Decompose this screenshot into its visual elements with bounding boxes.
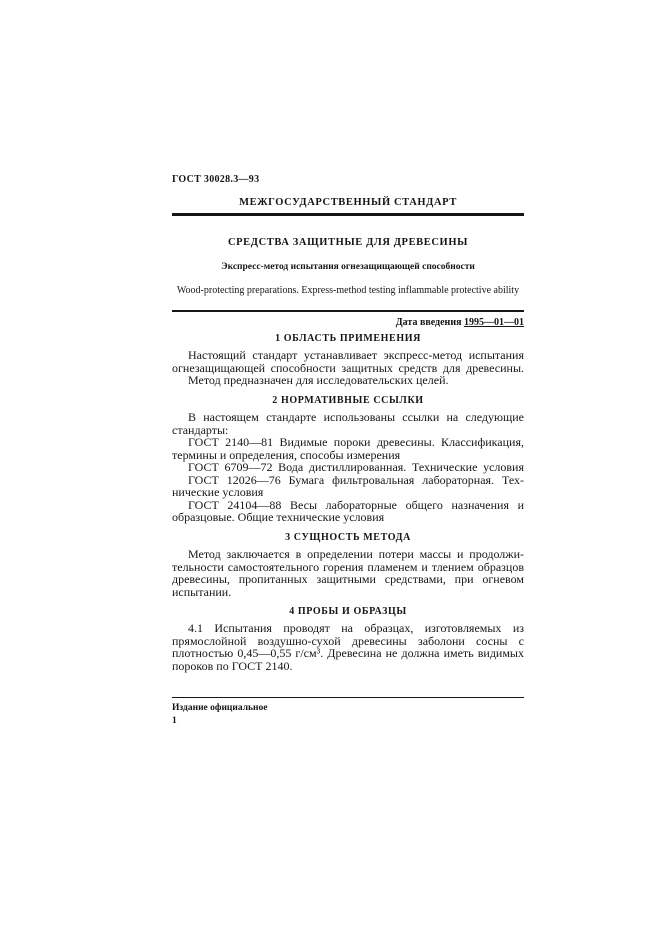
section-heading-method: 3 СУЩНОСТЬ МЕТОДА	[285, 532, 411, 543]
interstate-standard-label: МЕЖГОСУДАРСТВЕННЫЙ СТАНДАРТ	[239, 197, 457, 208]
text-line: ГОСТ 6709—72 Вода дистиллированная. Технические условия	[188, 460, 524, 474]
section-heading-scope: 1 ОБЛАСТЬ ПРИМЕНЕНИЯ	[275, 333, 421, 344]
document-code: ГОСТ 30028.3—93	[172, 174, 260, 185]
text-line: образцовые. Общие технические условия	[172, 510, 385, 524]
text-line: Настоящий стандарт устанавливает экспресс-метод испытания	[188, 348, 524, 362]
introduction-date	[396, 317, 524, 328]
text-line: ГОСТ 12026—76 Бумага фильтровальная лабораторная. Тех-	[188, 472, 524, 487]
text-line: испытании.	[172, 584, 232, 599]
edition-label: Издание официальное	[172, 703, 268, 713]
text-line: Метод предназначен для исследовательских целей.	[188, 373, 449, 387]
header-rule	[172, 213, 524, 216]
introduction-date-value: 1995—01—01	[464, 317, 524, 328]
section-body-samples	[172, 622, 524, 672]
section-body-scope	[172, 349, 524, 387]
text-line: термины и определения, способы измерения	[172, 447, 401, 462]
section-heading-samples: 4 ПРОБЫ И ОБРАЗЦЫ	[289, 606, 407, 617]
text-line: огнезащищающей способности защитных средств для древесины.	[172, 360, 524, 375]
text-line: ГОСТ 24104—88 Весы лабораторные общего назначения и	[188, 497, 524, 512]
introduction-date-label: Дата введения	[395, 317, 462, 328]
text-line: нические условия	[172, 485, 264, 499]
section-body-references	[172, 411, 524, 524]
text-line: тельности самостоятельного горения пламенем и тлением образцов	[172, 559, 524, 574]
text-line: древесины, пропитанных защитными средствами, при огневом	[172, 572, 524, 586]
text-line: пороков по ГОСТ 2140.	[172, 658, 293, 673]
section-body-method	[172, 548, 524, 598]
text-line: плотностью 0,45—0,55 г/см³. Древесина не должна иметь видимых	[172, 646, 524, 660]
text-line: стандарты:	[172, 422, 229, 437]
section-heading-references: 2 НОРМАТИВНЫЕ ССЫЛКИ	[272, 395, 424, 406]
page-number: 1	[172, 716, 177, 726]
document-subtitle: Экспресс-метод испытания огнезащищающей способности	[221, 262, 475, 272]
footer-rule	[172, 697, 524, 698]
text-line: прямослойной воздушно-сухой древесины заболони сосны с	[172, 633, 524, 648]
document-title-english: Wood-protecting preparations. Express-method testing inflammable protective ability	[176, 285, 520, 296]
text-line: В настоящем стандарте использованы ссылки на следующие	[188, 410, 524, 424]
text-line: Метод заключается в определении потери массы и продолжи-	[188, 547, 524, 561]
title-rule	[172, 310, 524, 312]
document-title: СРЕДСТВА ЗАЩИТНЫЕ ДЛЯ ДРЕВЕСИНЫ	[227, 237, 469, 248]
text-line: ГОСТ 2140—81 Видимые пороки древесины. Классификация,	[188, 435, 524, 449]
text-line: 4.1 Испытания проводят на образцах, изготовляемых из	[188, 621, 524, 635]
